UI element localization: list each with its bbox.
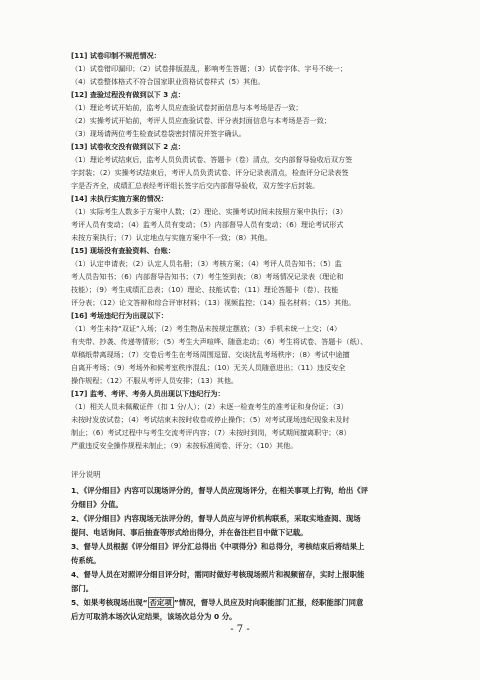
note-line: 分细目》分值。	[71, 500, 123, 509]
section-14	[71, 192, 415, 244]
section-15	[71, 244, 415, 309]
note-line: 部门。	[71, 584, 94, 593]
section-line: 有夹带、抄袭、传递等情形；（5）考生大声喧哗、随意走动；（6）考生将试卷、答题卡（纸）、	[71, 337, 368, 346]
note-line: 传系统。	[71, 556, 101, 565]
section-line: （1）认定申请表；（2）认定人员名册；（3）考核方案；（4）考评人员告知书；（5）监	[71, 259, 342, 268]
section-line: （1）相关人员未佩戴证件（扣 1 分/人）；（2）未逐一检查考生的准考证和身份证；（3）	[71, 402, 348, 411]
section-line: （1）考生未持“双证”入场；（2）考生物品未按规定摆放；（3）手机未统一上交；（4）	[71, 324, 342, 333]
section-line: 严重违反安全操作规程未制止；（9）未按标准阅卷、评分；（10）其他。	[71, 441, 298, 450]
negative-item-marker: 否定项	[149, 598, 172, 607]
section-line: （1）实际考生人数多于方案中人数；（2）理论、实操考试时间未按照方案中执行；（3）	[71, 207, 347, 216]
scoring-notes	[71, 468, 421, 624]
page-number: - 7 -	[230, 624, 250, 635]
note-line	[71, 596, 421, 610]
section-line: （3）现场请两位考生检查试卷袋密封情况并签字确认。	[71, 129, 246, 138]
section-13	[71, 140, 415, 192]
section-line: （1）理论考试开始前，监考人员应查验试卷封面信息与本考场是否一致；	[71, 103, 303, 112]
section-17	[71, 387, 415, 452]
section-line: 未按时发放试卷；（4）考试结束未按时收卷或停止操作；（5）对考试现场违纪现象未及时	[71, 415, 350, 424]
note-item-2	[71, 512, 421, 540]
section-line: （1）理论考试结束后，监考人员负责试卷、答题卡（卷）清点，交内部督导验收后双方签	[71, 155, 353, 164]
section-line: 草稿纸带离现场；（7）交卷后考生在考场周围逗留、交谈扰乱考场秩序；（8）考试中途擅	[71, 350, 350, 359]
section-16	[71, 309, 415, 387]
note-item-3	[71, 540, 421, 568]
note-line: 4、督导人员在对照评分细目评分时，需同时做好考核现场照片和视频留存，实时上报职能	[71, 570, 365, 579]
section-title: [16] 考场违纪行为出现以下：	[71, 311, 168, 320]
section-title: [11] 试卷印制不规范情况：	[71, 51, 161, 60]
criteria-list	[71, 49, 415, 452]
section-title: [12] 查验过程没有做到以下 3 点：	[71, 90, 185, 99]
note-text: ”情况，督导人员应及时向职能部门汇报，经职能部门同意	[173, 598, 364, 607]
section-title: [15] 现场没有查验资料、台账：	[71, 246, 175, 255]
section-line: 自离开考场；（9）考场外和候考室秩序混乱；（10）无关人员随意进出；（11）违反安全	[71, 363, 346, 372]
note-line: 提问、电话询问、事后抽查等形式给出得分，并在备注栏目中做下记载。	[71, 528, 308, 537]
note-line: 后方可取消本场次认定结果，该场次总分为 0 分。	[71, 612, 237, 621]
note-line: 3、督导人员根据《评分细目》评分汇总得出《中项得分》和总得分，考核结束后将结果上	[71, 542, 365, 551]
section-line: 字是否齐全，成绩汇总表经考评组长签字后交内部督导验收，双方签字后封装。	[71, 181, 320, 190]
note-item-4	[71, 568, 421, 596]
section-line: 评分表；（12）论文答辩和综合评审材料；（13）视频监控；（14）报名材料；（15）其他。	[71, 298, 356, 307]
section-line: 考评人员有变动；（4）监考人员有变动；（5）内部督导人员有变动；（6）理论考试形式	[71, 220, 344, 229]
section-title: [17] 监考、考评、考务人员出现以下违纪行为：	[71, 389, 225, 398]
section-title: [13] 试卷收交没有做到以下 2 点：	[71, 142, 185, 151]
note-item-1	[71, 484, 421, 512]
section-12	[71, 88, 415, 140]
section-line: 操作规程；（12）不服从考评人员安排；（13）其他。	[71, 376, 239, 385]
note-line: 2、《评分细目》内容现场无法评分的，督导人员应与评价机构联系，采取实地查阅、现场	[71, 514, 361, 523]
section-line: 考人员告知书；（6）内部督导告知书；（7）考生签到表；（8）考场情况记录表（理论和	[71, 272, 344, 281]
section-title: [14] 未执行实施方案的情况：	[71, 194, 168, 203]
note-text: 5、如果考核现场出现“	[71, 598, 148, 607]
section-line: 技能）；（9）考生成绩汇总表；（10）理论、技能试卷；（11）理论答题卡（卷）、技能	[71, 285, 339, 294]
section-line: 未按方案执行；（7）认定地点与实施方案中不一致；（8）其他。	[71, 233, 272, 242]
section-line: （2）实操考试开始前，考评人员应查验试卷、评分表封面信息与本考场是否一致；	[71, 116, 331, 125]
section-line: 制止；（6）考试过程中与考生交流考评内容；（7）未按时到岗，考试期间擅离职守；（8）	[71, 428, 351, 437]
note-line: 1、《评分细目》内容可以现场评分的，督导人员应现场评分，在相关事项上打钩，给出《评	[71, 486, 369, 495]
note-item-5	[71, 596, 421, 624]
notes-heading: 评分说明	[71, 470, 101, 479]
section-line: 字封装；（2）实操考试结束后，考评人员负责试卷、评分记录表清点，检查评分记录表签	[71, 168, 349, 177]
section-11	[71, 49, 415, 88]
section-line: （1）试卷错印漏印；（2）试卷排版混乱，影响考生答题；（3）试卷字体、字号不统一；	[71, 64, 347, 73]
section-line: （4）试卷整体格式不符合国家职业资格试卷样式（5）其他。	[71, 77, 265, 86]
